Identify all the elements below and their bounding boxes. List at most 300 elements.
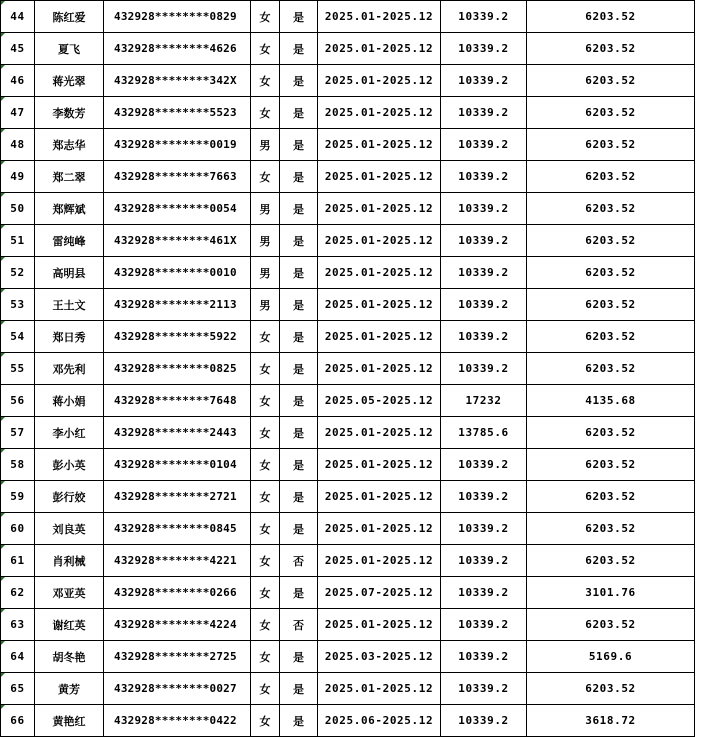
amount-text: 10339.2 bbox=[458, 490, 509, 503]
amount-text: 10339.2 bbox=[458, 714, 509, 727]
flag-text: 是 bbox=[293, 106, 304, 120]
row-number-text: 65 bbox=[10, 682, 25, 695]
gender-cell bbox=[251, 673, 280, 705]
subsidy-text: 6203.52 bbox=[585, 74, 636, 87]
amount-text: 10339.2 bbox=[458, 74, 509, 87]
row-number-text: 61 bbox=[10, 554, 25, 567]
name-cell bbox=[35, 321, 104, 353]
period-cell bbox=[318, 641, 441, 673]
gender-text: 女 bbox=[259, 682, 271, 696]
id-number-cell bbox=[104, 225, 251, 257]
gender-cell bbox=[251, 481, 280, 513]
table-row bbox=[1, 385, 695, 417]
table-body bbox=[1, 1, 695, 737]
subsidy-cell bbox=[527, 225, 695, 257]
id-number-cell bbox=[104, 673, 251, 705]
period-text: 2025.01-2025.12 bbox=[324, 426, 434, 439]
name-cell bbox=[35, 577, 104, 609]
flag-cell bbox=[280, 449, 318, 481]
amount-cell bbox=[441, 641, 527, 673]
row-number-text: 49 bbox=[10, 170, 25, 183]
amount-text: 10339.2 bbox=[458, 202, 509, 215]
id-number-cell bbox=[104, 353, 251, 385]
subsidy-text: 6203.52 bbox=[585, 170, 636, 183]
name-text: 王土文 bbox=[52, 298, 86, 312]
gender-cell bbox=[251, 257, 280, 289]
period-text: 2025.01-2025.12 bbox=[324, 74, 434, 87]
period-text: 2025.01-2025.12 bbox=[324, 330, 434, 343]
cell-marker-icon bbox=[1, 417, 5, 421]
subsidy-text: 6203.52 bbox=[585, 362, 636, 375]
amount-text: 10339.2 bbox=[458, 682, 509, 695]
subsidy-cell bbox=[527, 33, 695, 65]
flag-text: 是 bbox=[293, 458, 304, 472]
row-number-cell bbox=[1, 417, 35, 449]
gender-text: 女 bbox=[259, 714, 271, 728]
name-cell bbox=[35, 97, 104, 129]
gender-cell bbox=[251, 417, 280, 449]
subsidy-cell bbox=[527, 97, 695, 129]
row-number-text: 58 bbox=[10, 458, 25, 471]
row-number-cell bbox=[1, 705, 35, 737]
gender-text: 男 bbox=[259, 138, 271, 152]
flag-cell bbox=[280, 65, 318, 97]
cell-marker-icon bbox=[1, 289, 5, 293]
period-cell bbox=[318, 705, 441, 737]
cell-marker-icon bbox=[1, 129, 5, 133]
flag-text: 是 bbox=[293, 74, 304, 88]
name-text: 高明县 bbox=[52, 266, 86, 280]
flag-text: 是 bbox=[293, 266, 304, 280]
id-number-text: 432928********0010 bbox=[114, 266, 237, 279]
id-number-text: 432928********2113 bbox=[114, 298, 237, 311]
cell-marker-icon bbox=[1, 673, 5, 677]
subsidy-cell bbox=[527, 609, 695, 641]
row-number-cell bbox=[1, 673, 35, 705]
amount-cell bbox=[441, 609, 527, 641]
subsidy-text: 4135.68 bbox=[585, 394, 636, 407]
row-number-text: 57 bbox=[10, 426, 25, 439]
name-cell bbox=[35, 673, 104, 705]
period-cell bbox=[318, 97, 441, 129]
id-number-cell bbox=[104, 705, 251, 737]
subsidy-cell bbox=[527, 289, 695, 321]
table-row bbox=[1, 545, 695, 577]
period-text: 2025.01-2025.12 bbox=[324, 362, 434, 375]
flag-cell bbox=[280, 577, 318, 609]
subsidy-text: 6203.52 bbox=[585, 42, 636, 55]
period-text: 2025.01-2025.12 bbox=[324, 298, 434, 311]
subsidy-text: 6203.52 bbox=[585, 682, 636, 695]
period-text: 2025.01-2025.12 bbox=[324, 138, 434, 151]
period-cell bbox=[318, 161, 441, 193]
period-cell bbox=[318, 321, 441, 353]
gender-cell bbox=[251, 513, 280, 545]
flag-text: 是 bbox=[293, 714, 304, 728]
amount-text: 10339.2 bbox=[458, 298, 509, 311]
id-number-text: 432928********0266 bbox=[114, 586, 237, 599]
name-cell bbox=[35, 481, 104, 513]
name-cell bbox=[35, 417, 104, 449]
id-number-cell bbox=[104, 385, 251, 417]
id-number-cell bbox=[104, 545, 251, 577]
subsidy-cell bbox=[527, 161, 695, 193]
id-number-text: 432928********342X bbox=[114, 74, 237, 87]
flag-cell bbox=[280, 257, 318, 289]
gender-cell bbox=[251, 449, 280, 481]
flag-text: 是 bbox=[293, 298, 304, 312]
amount-cell bbox=[441, 481, 527, 513]
flag-text: 是 bbox=[293, 10, 304, 24]
amount-cell bbox=[441, 289, 527, 321]
cell-marker-icon bbox=[1, 1, 5, 5]
subsidy-text: 6203.52 bbox=[585, 106, 636, 119]
period-text: 2025.01-2025.12 bbox=[324, 522, 434, 535]
period-text: 2025.05-2025.12 bbox=[324, 394, 434, 407]
row-number-text: 59 bbox=[10, 490, 25, 503]
name-text: 胡冬艳 bbox=[52, 650, 86, 664]
amount-cell bbox=[441, 33, 527, 65]
subsidy-cell bbox=[527, 129, 695, 161]
period-text: 2025.01-2025.12 bbox=[324, 42, 434, 55]
id-number-text: 432928********0027 bbox=[114, 682, 237, 695]
gender-cell bbox=[251, 577, 280, 609]
row-number-text: 60 bbox=[10, 522, 25, 535]
gender-text: 女 bbox=[259, 330, 271, 344]
flag-text: 否 bbox=[293, 554, 304, 568]
period-text: 2025.01-2025.12 bbox=[324, 234, 434, 247]
gender-text: 女 bbox=[259, 42, 271, 56]
amount-text: 13785.6 bbox=[458, 426, 509, 439]
row-number-cell bbox=[1, 257, 35, 289]
flag-text: 是 bbox=[293, 426, 304, 440]
name-text: 彭小英 bbox=[52, 458, 86, 472]
name-cell bbox=[35, 353, 104, 385]
amount-text: 10339.2 bbox=[458, 586, 509, 599]
name-text: 李小红 bbox=[52, 426, 86, 440]
id-number-text: 432928********5523 bbox=[114, 106, 237, 119]
amount-cell bbox=[441, 449, 527, 481]
amount-cell bbox=[441, 193, 527, 225]
row-number-cell bbox=[1, 161, 35, 193]
flag-cell bbox=[280, 417, 318, 449]
row-number-cell bbox=[1, 289, 35, 321]
id-number-cell bbox=[104, 193, 251, 225]
flag-text: 是 bbox=[293, 170, 304, 184]
subsidy-cell bbox=[527, 641, 695, 673]
flag-text: 是 bbox=[293, 394, 304, 408]
name-text: 夏飞 bbox=[58, 42, 80, 56]
amount-text: 10339.2 bbox=[458, 170, 509, 183]
id-number-text: 432928********4626 bbox=[114, 42, 237, 55]
amount-text: 10339.2 bbox=[458, 234, 509, 247]
id-number-cell bbox=[104, 161, 251, 193]
subsidy-cell bbox=[527, 449, 695, 481]
id-number-text: 432928********5922 bbox=[114, 330, 237, 343]
gender-text: 女 bbox=[259, 490, 271, 504]
name-cell bbox=[35, 161, 104, 193]
amount-text: 10339.2 bbox=[458, 330, 509, 343]
id-number-cell bbox=[104, 129, 251, 161]
flag-text: 是 bbox=[293, 682, 304, 696]
name-text: 邓先利 bbox=[52, 362, 86, 376]
cell-marker-icon bbox=[1, 481, 5, 485]
name-text: 蒋光翠 bbox=[52, 74, 86, 88]
row-number-text: 46 bbox=[10, 74, 25, 87]
row-number-cell bbox=[1, 641, 35, 673]
flag-cell bbox=[280, 225, 318, 257]
id-number-cell bbox=[104, 641, 251, 673]
flag-cell bbox=[280, 97, 318, 129]
name-text: 黄芳 bbox=[58, 682, 80, 696]
amount-cell bbox=[441, 129, 527, 161]
period-text: 2025.07-2025.12 bbox=[324, 586, 434, 599]
row-number-cell bbox=[1, 33, 35, 65]
period-cell bbox=[318, 449, 441, 481]
id-number-text: 432928********0054 bbox=[114, 202, 237, 215]
gender-text: 男 bbox=[259, 266, 271, 280]
period-text: 2025.01-2025.12 bbox=[324, 10, 434, 23]
row-number-text: 50 bbox=[10, 202, 25, 215]
flag-cell bbox=[280, 321, 318, 353]
cell-marker-icon bbox=[1, 97, 5, 101]
name-text: 郑二翠 bbox=[52, 170, 86, 184]
subsidy-text: 5169.6 bbox=[588, 650, 633, 663]
flag-text: 是 bbox=[293, 202, 304, 216]
amount-cell bbox=[441, 353, 527, 385]
subsidy-text: 6203.52 bbox=[585, 202, 636, 215]
subsidy-cell bbox=[527, 481, 695, 513]
subsidy-cell bbox=[527, 545, 695, 577]
subsidy-text: 6203.52 bbox=[585, 330, 636, 343]
name-text: 谢红英 bbox=[52, 618, 86, 632]
row-number-text: 53 bbox=[10, 298, 25, 311]
name-cell bbox=[35, 641, 104, 673]
subsidy-text: 6203.52 bbox=[585, 298, 636, 311]
id-number-cell bbox=[104, 513, 251, 545]
flag-cell bbox=[280, 673, 318, 705]
period-cell bbox=[318, 385, 441, 417]
id-number-cell bbox=[104, 97, 251, 129]
flag-cell bbox=[280, 513, 318, 545]
gender-text: 女 bbox=[259, 170, 271, 184]
gender-text: 女 bbox=[259, 394, 271, 408]
table-row bbox=[1, 193, 695, 225]
table-row bbox=[1, 705, 695, 737]
id-number-cell bbox=[104, 321, 251, 353]
cell-marker-icon bbox=[1, 577, 5, 581]
period-text: 2025.01-2025.12 bbox=[324, 202, 434, 215]
period-cell bbox=[318, 65, 441, 97]
subsidy-cell bbox=[527, 513, 695, 545]
id-number-cell bbox=[104, 417, 251, 449]
period-text: 2025.01-2025.12 bbox=[324, 106, 434, 119]
cell-marker-icon bbox=[1, 193, 5, 197]
name-text: 彭行姣 bbox=[52, 490, 86, 504]
name-cell bbox=[35, 129, 104, 161]
row-number-text: 62 bbox=[10, 586, 25, 599]
table-row bbox=[1, 513, 695, 545]
row-number-text: 55 bbox=[10, 362, 25, 375]
flag-text: 是 bbox=[293, 522, 304, 536]
flag-text: 是 bbox=[293, 650, 304, 664]
row-number-text: 66 bbox=[10, 714, 25, 727]
name-text: 陈红爱 bbox=[52, 10, 86, 24]
gender-text: 男 bbox=[259, 234, 271, 248]
flag-cell bbox=[280, 481, 318, 513]
amount-cell bbox=[441, 545, 527, 577]
subsidy-text: 3618.72 bbox=[585, 714, 636, 727]
table-row bbox=[1, 161, 695, 193]
subsidy-text: 3101.76 bbox=[585, 586, 636, 599]
flag-cell bbox=[280, 129, 318, 161]
gender-cell bbox=[251, 289, 280, 321]
flag-cell bbox=[280, 385, 318, 417]
period-cell bbox=[318, 225, 441, 257]
name-cell bbox=[35, 1, 104, 33]
cell-marker-icon bbox=[1, 545, 5, 549]
gender-cell bbox=[251, 385, 280, 417]
amount-text: 17232 bbox=[465, 394, 502, 407]
id-number-text: 432928********4224 bbox=[114, 618, 237, 631]
name-text: 郑日秀 bbox=[52, 330, 86, 344]
cell-marker-icon bbox=[1, 321, 5, 325]
flag-text: 是 bbox=[293, 586, 304, 600]
name-text: 郑辉斌 bbox=[52, 202, 86, 216]
amount-text: 10339.2 bbox=[458, 458, 509, 471]
row-number-cell bbox=[1, 609, 35, 641]
flag-cell bbox=[280, 353, 318, 385]
gender-text: 女 bbox=[259, 74, 271, 88]
subsidy-cell bbox=[527, 1, 695, 33]
flag-text: 是 bbox=[293, 490, 304, 504]
table-row bbox=[1, 33, 695, 65]
id-number-text: 432928********461X bbox=[114, 234, 237, 247]
row-number-text: 56 bbox=[10, 394, 25, 407]
subsidy-text: 6203.52 bbox=[585, 618, 636, 631]
row-number-cell bbox=[1, 321, 35, 353]
table-row bbox=[1, 609, 695, 641]
gender-cell bbox=[251, 641, 280, 673]
gender-text: 女 bbox=[259, 618, 271, 632]
cell-marker-icon bbox=[1, 641, 5, 645]
amount-text: 10339.2 bbox=[458, 42, 509, 55]
period-cell bbox=[318, 129, 441, 161]
name-text: 李数芳 bbox=[52, 106, 86, 120]
amount-text: 10339.2 bbox=[458, 618, 509, 631]
subsidy-cell bbox=[527, 353, 695, 385]
cell-marker-icon bbox=[1, 513, 5, 517]
id-number-cell bbox=[104, 1, 251, 33]
row-number-cell bbox=[1, 65, 35, 97]
period-text: 2025.01-2025.12 bbox=[324, 266, 434, 279]
name-cell bbox=[35, 449, 104, 481]
gender-cell bbox=[251, 353, 280, 385]
row-number-cell bbox=[1, 1, 35, 33]
period-cell bbox=[318, 1, 441, 33]
period-text: 2025.03-2025.12 bbox=[324, 650, 434, 663]
row-number-cell bbox=[1, 449, 35, 481]
id-number-cell bbox=[104, 289, 251, 321]
table-row bbox=[1, 1, 695, 33]
subsidy-cell bbox=[527, 321, 695, 353]
flag-text: 是 bbox=[293, 362, 304, 376]
id-number-cell bbox=[104, 33, 251, 65]
gender-cell bbox=[251, 129, 280, 161]
period-text: 2025.01-2025.12 bbox=[324, 554, 434, 567]
period-cell bbox=[318, 545, 441, 577]
amount-cell bbox=[441, 321, 527, 353]
amount-text: 10339.2 bbox=[458, 106, 509, 119]
table-row bbox=[1, 65, 695, 97]
id-number-cell bbox=[104, 449, 251, 481]
flag-cell bbox=[280, 641, 318, 673]
gender-cell bbox=[251, 193, 280, 225]
subsidy-text: 6203.52 bbox=[585, 458, 636, 471]
table-row bbox=[1, 225, 695, 257]
amount-cell bbox=[441, 513, 527, 545]
id-number-cell bbox=[104, 65, 251, 97]
row-number-text: 52 bbox=[10, 266, 25, 279]
amount-cell bbox=[441, 97, 527, 129]
gender-cell bbox=[251, 97, 280, 129]
subsidy-text: 6203.52 bbox=[585, 426, 636, 439]
subsidy-cell bbox=[527, 577, 695, 609]
cell-marker-icon bbox=[1, 705, 5, 709]
gender-text: 女 bbox=[259, 106, 271, 120]
period-cell bbox=[318, 289, 441, 321]
period-text: 2025.06-2025.12 bbox=[324, 714, 434, 727]
cell-marker-icon bbox=[1, 609, 5, 613]
row-number-text: 63 bbox=[10, 618, 25, 631]
row-number-cell bbox=[1, 577, 35, 609]
row-number-cell bbox=[1, 481, 35, 513]
name-text: 刘良英 bbox=[52, 522, 86, 536]
row-number-cell bbox=[1, 97, 35, 129]
gender-text: 女 bbox=[259, 458, 271, 472]
period-cell bbox=[318, 673, 441, 705]
gender-cell bbox=[251, 609, 280, 641]
gender-cell bbox=[251, 161, 280, 193]
name-cell bbox=[35, 33, 104, 65]
period-cell bbox=[318, 481, 441, 513]
id-number-cell bbox=[104, 609, 251, 641]
name-text: 肖利械 bbox=[52, 554, 86, 568]
flag-text: 是 bbox=[293, 234, 304, 248]
row-number-cell bbox=[1, 353, 35, 385]
flag-cell bbox=[280, 193, 318, 225]
cell-marker-icon bbox=[1, 449, 5, 453]
name-cell bbox=[35, 609, 104, 641]
row-number-text: 44 bbox=[10, 10, 25, 23]
table-row bbox=[1, 673, 695, 705]
name-cell bbox=[35, 257, 104, 289]
subsidy-cell bbox=[527, 193, 695, 225]
id-number-text: 432928********4221 bbox=[114, 554, 237, 567]
subsidy-text: 6203.52 bbox=[585, 522, 636, 535]
amount-cell bbox=[441, 257, 527, 289]
gender-cell bbox=[251, 545, 280, 577]
id-number-cell bbox=[104, 481, 251, 513]
amount-text: 10339.2 bbox=[458, 522, 509, 535]
id-number-text: 432928********2721 bbox=[114, 490, 237, 503]
id-number-text: 432928********7648 bbox=[114, 394, 237, 407]
flag-cell bbox=[280, 161, 318, 193]
gender-text: 女 bbox=[259, 586, 271, 600]
period-text: 2025.01-2025.12 bbox=[324, 170, 434, 183]
name-text: 蒋小娟 bbox=[52, 394, 86, 408]
period-text: 2025.01-2025.12 bbox=[324, 458, 434, 471]
